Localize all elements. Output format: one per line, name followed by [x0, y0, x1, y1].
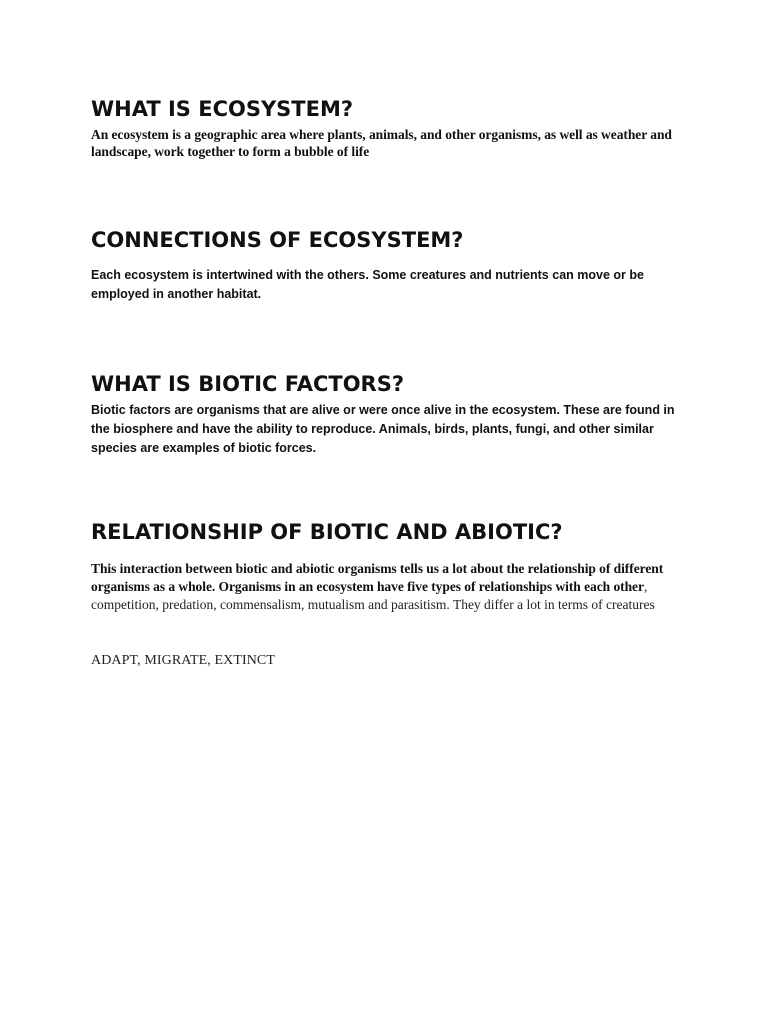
section-what-is-ecosystem — [91, 97, 681, 160]
heading-relationship-biotic-abiotic: RELATIONSHIP OF BIOTIC AND ABIOTIC? — [91, 520, 563, 544]
section-connections-of-ecosystem — [91, 228, 681, 304]
paragraph-relationship-regular-part: , competition, predation, commensalism, mutualism and parasitism. They differ a lot in terms of creatures — [91, 579, 655, 613]
heading-connections-of-ecosystem: CONNECTIONS OF ECOSYSTEM? — [91, 228, 464, 252]
paragraph-ecosystem-connections: Each ecosystem is intertwined with the others. Some creatures and nutrients can move or be employed in another habitat. — [91, 268, 644, 302]
section-footer-list — [91, 653, 681, 669]
paragraph-relationship — [91, 560, 681, 614]
adapt-migrate-extinct-text: ADAPT, MIGRATE, EXTINCT — [91, 653, 276, 668]
paragraph-ecosystem-definition: An ecosystem is a geographic area where plants, animals, and other organisms, as well as weather and landscape, work together to form a bubble of life — [91, 127, 672, 160]
section-what-is-biotic-factors — [91, 372, 681, 458]
heading-what-is-biotic-factors: WHAT IS BIOTIC FACTORS? — [91, 372, 405, 396]
section-relationship-biotic-abiotic — [91, 520, 681, 614]
paragraph-relationship-bold-part: This interaction between biotic and abiotic organisms tells us a lot about the relationship of different organisms as a whole. Organisms in an ecosystem have five types of relationships with each other — [91, 561, 664, 595]
heading-what-is-ecosystem: WHAT IS ECOSYSTEM? — [91, 97, 354, 121]
paragraph-biotic-factors: Biotic factors are organisms that are alive or were once alive in the ecosystem. These are found in the biosphere and have the ability to reproduce. Animals, birds, plants, fungi, and other similar species are examples of biotic forces. — [91, 403, 675, 456]
